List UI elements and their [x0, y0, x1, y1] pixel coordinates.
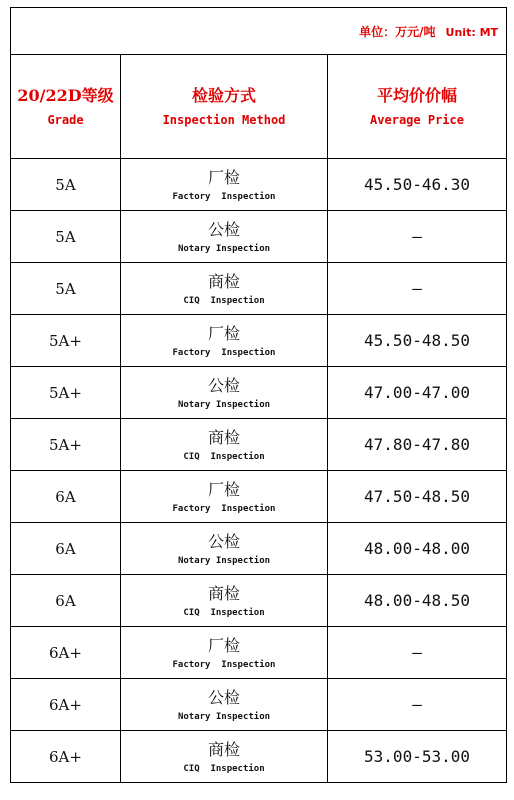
grade-cell [11, 159, 121, 211]
table-row [11, 159, 507, 211]
method-cn: 商检 [207, 740, 240, 759]
price-value: 45.50-46.30 [364, 175, 470, 194]
table-row [11, 471, 507, 523]
grade-cell [11, 679, 121, 731]
price-cell [328, 263, 507, 315]
grade-value: 5A+ [49, 436, 82, 454]
method-cn: 公检 [207, 376, 240, 395]
method-cell [121, 523, 328, 575]
table-body [11, 159, 507, 783]
grade-value: 5A+ [49, 332, 82, 350]
grade-cell [11, 731, 121, 783]
method-cell [121, 367, 328, 419]
method-en: Notary Inspection [177, 556, 271, 566]
method-cell [121, 419, 328, 471]
method-cn: 商检 [207, 428, 240, 447]
method-en: CIQ Inspection [183, 452, 265, 462]
method-en: CIQ Inspection [183, 764, 265, 774]
grade-cell [11, 367, 121, 419]
method-cn: 商检 [207, 584, 240, 603]
method-en: Factory Inspection [172, 348, 276, 358]
grade-value: 5A [55, 176, 76, 194]
table-row [11, 419, 507, 471]
grade-cell [11, 419, 121, 471]
unit-label-cn: 单位：万元/吨 [359, 24, 436, 39]
grade-value: 5A [55, 280, 76, 298]
grade-cell [11, 263, 121, 315]
unit-cell [11, 8, 507, 55]
table-row [11, 679, 507, 731]
method-cn: 商检 [207, 272, 240, 291]
method-en: CIQ Inspection [183, 296, 265, 306]
price-header-cn: 平均价价幅 [377, 86, 458, 105]
method-cn: 厂检 [207, 480, 240, 499]
table-row [11, 523, 507, 575]
method-cell [121, 731, 328, 783]
price-cell [328, 367, 507, 419]
method-cell [121, 159, 328, 211]
price-cell [328, 575, 507, 627]
table-row [11, 627, 507, 679]
method-en: Notary Inspection [177, 400, 271, 410]
method-cell [121, 627, 328, 679]
table-row [11, 367, 507, 419]
method-cell [121, 575, 328, 627]
grade-cell [11, 523, 121, 575]
price-cell [328, 211, 507, 263]
grade-value: 5A [55, 228, 76, 246]
method-en: CIQ Inspection [183, 608, 265, 618]
price-cell [328, 315, 507, 367]
grade-value: 5A+ [49, 384, 82, 402]
grade-cell [11, 627, 121, 679]
price-cell [328, 471, 507, 523]
price-cell [328, 731, 507, 783]
price-value: 47.00-47.00 [364, 383, 470, 402]
method-en: Factory Inspection [172, 660, 276, 670]
method-cn: 厂检 [207, 324, 240, 343]
table-row [11, 315, 507, 367]
price-cell [328, 419, 507, 471]
method-cell [121, 263, 328, 315]
price-value: 48.00-48.00 [364, 539, 470, 558]
price-value: 47.80-47.80 [364, 435, 470, 454]
grade-value: 6A+ [49, 644, 82, 662]
unit-label-en: Unit: MT [445, 25, 499, 39]
price-value: — [412, 643, 422, 662]
method-cell [121, 211, 328, 263]
method-cn: 公检 [207, 688, 240, 707]
table-row [11, 575, 507, 627]
grade-value: 6A [55, 488, 76, 506]
price-header [328, 55, 507, 159]
grade-value: 6A [55, 540, 76, 558]
price-value: — [412, 279, 422, 298]
price-cell [328, 679, 507, 731]
price-cell [328, 159, 507, 211]
table-row [11, 731, 507, 783]
price-value: 48.00-48.50 [364, 591, 470, 610]
grade-value: 6A [55, 592, 76, 610]
method-en: Factory Inspection [172, 504, 276, 514]
price-value: — [412, 695, 422, 714]
method-cn: 公检 [207, 532, 240, 551]
method-cell [121, 471, 328, 523]
grade-header-cn: 20/22D等级 [17, 86, 114, 105]
method-header-en: Inspection Method [162, 113, 286, 127]
method-cell [121, 679, 328, 731]
table-row [11, 263, 507, 315]
price-value: 47.50-48.50 [364, 487, 470, 506]
method-header-cn: 检验方式 [191, 86, 256, 105]
method-cn: 公检 [207, 220, 240, 239]
grade-value: 6A+ [49, 748, 82, 766]
price-value: — [412, 227, 422, 246]
grade-cell [11, 575, 121, 627]
method-cn: 厂检 [207, 168, 240, 187]
header-row [11, 55, 507, 159]
method-en: Factory Inspection [172, 192, 276, 202]
grade-header [11, 55, 121, 159]
price-table [10, 7, 507, 783]
method-en: Notary Inspection [177, 244, 271, 254]
price-value: 53.00-53.00 [364, 747, 470, 766]
price-cell [328, 627, 507, 679]
method-cell [121, 315, 328, 367]
grade-cell [11, 315, 121, 367]
grade-header-en: Grade [47, 113, 84, 127]
grade-cell [11, 471, 121, 523]
method-en: Notary Inspection [177, 712, 271, 722]
table-row [11, 211, 507, 263]
price-value: 45.50-48.50 [364, 331, 470, 350]
method-cn: 厂检 [207, 636, 240, 655]
price-cell [328, 523, 507, 575]
price-header-en: Average Price [370, 113, 464, 127]
grade-value: 6A+ [49, 696, 82, 714]
method-header [121, 55, 328, 159]
unit-row [11, 8, 507, 55]
grade-cell [11, 211, 121, 263]
